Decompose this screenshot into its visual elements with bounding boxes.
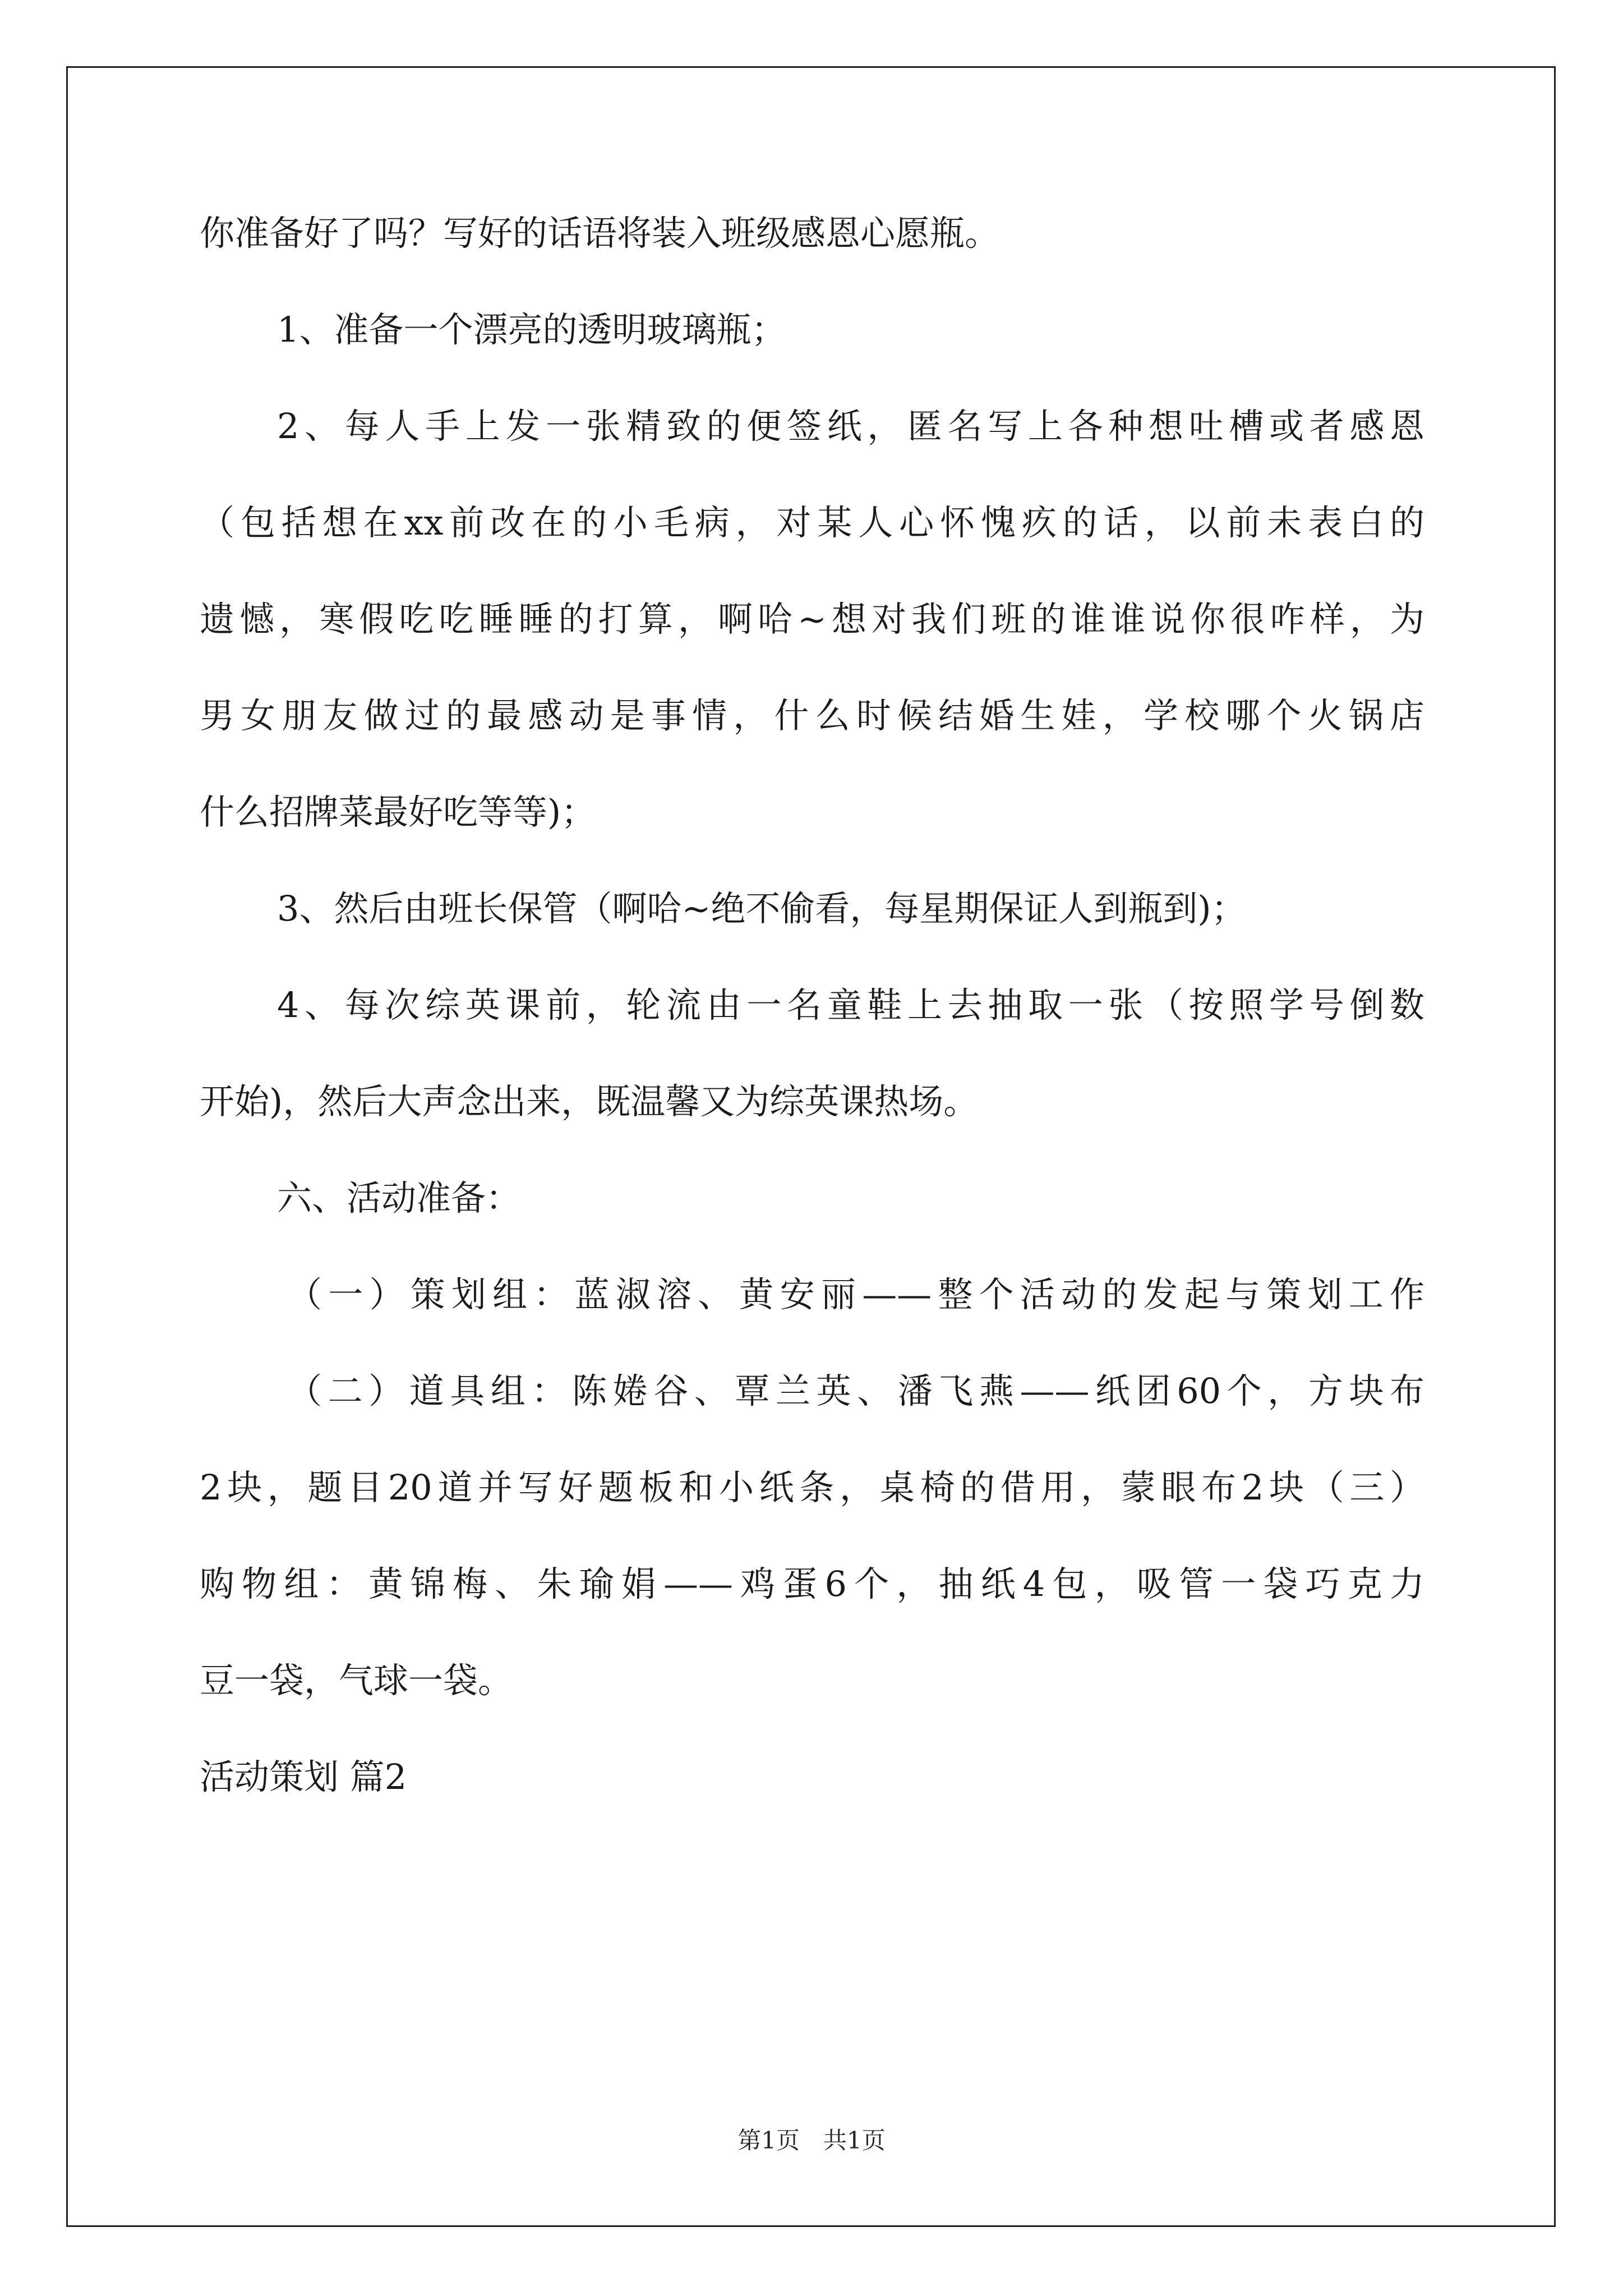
text-line-8: 3、然后由班长保管（啊哈~绝不偷看，每星期保证人到瓶到)； bbox=[277, 888, 1246, 929]
text-line-13: （二）道具组：陈婘谷、覃兰英、潘飞燕——纸团60个，方块布 bbox=[287, 1370, 1424, 1411]
text-line-5: 遗憾，寒假吃吃睡睡的打算，啊哈~想对我们班的谁谁说你很咋样，为 bbox=[200, 599, 1424, 639]
text-line-7: 什么招牌菜最好吃等等)； bbox=[200, 792, 596, 832]
text-line-9: 4、每次综英课前，轮流由一名童鞋上去抽取一张（按照学号倒数 bbox=[277, 984, 1424, 1025]
text-line-15: 购物组：黄锦梅、朱瑜娟——鸡蛋6个，抽纸4包，吸管一袋巧克力 bbox=[200, 1563, 1424, 1604]
article-title: 活动策划 篇2 bbox=[200, 1756, 407, 1797]
page-footer: 第1页 共1页 bbox=[737, 2127, 886, 2154]
text-line-3: 2、每人手上发一张精致的便签纸，匿名写上各种想吐槽或者感恩 bbox=[277, 406, 1424, 447]
page-border bbox=[66, 66, 1556, 2227]
text-line-14: 2块，题目20道并写好题板和小纸条，桌椅的借用，蒙眼布2块（三） bbox=[200, 1467, 1424, 1508]
text-line-4: （包括想在xx前改在的小毛病，对某人心怀愧疚的话，以前未表白的 bbox=[200, 502, 1424, 543]
text-line-2: 1、准备一个漂亮的透明玻璃瓶； bbox=[277, 309, 786, 350]
section-heading: 六、活动准备： bbox=[277, 1177, 521, 1218]
text-line-10: 开始)，然后大声念出来，既温馨又为综英课热场。 bbox=[200, 1081, 979, 1122]
text-line-1: 你准备好了吗？写好的话语将装入班级感恩心愿瓶。 bbox=[200, 213, 1000, 254]
text-line-6: 男女朋友做过的最感动是事情，什么时候结婚生娃，学校哪个火锅店 bbox=[200, 695, 1424, 736]
text-line-16: 豆一袋，气球一袋。 bbox=[200, 1660, 513, 1701]
text-line-12: （一）策划组：蓝淑溶、黄安丽——整个活动的发起与策划工作 bbox=[287, 1274, 1424, 1315]
